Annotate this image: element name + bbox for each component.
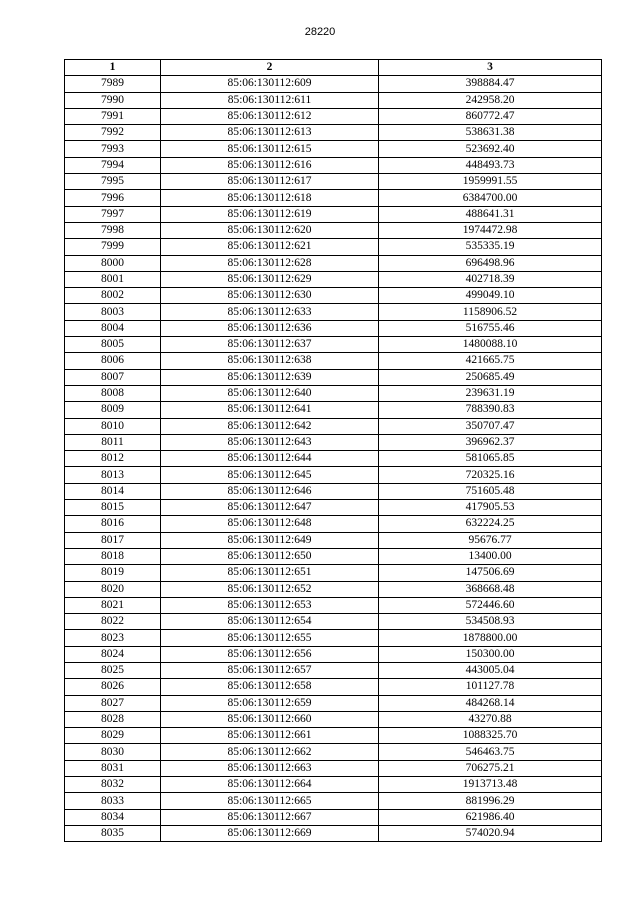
- table-row: [65, 434, 602, 450]
- value-cell: 421665.75: [379, 353, 602, 369]
- value-cell: 417905.53: [379, 500, 602, 516]
- table-row: [65, 646, 602, 662]
- cadastral-number-cell: 85:06:130112:615: [161, 141, 379, 157]
- row-number-cell: 7997: [65, 206, 161, 222]
- table-row: [65, 516, 602, 532]
- row-number-cell: 8006: [65, 353, 161, 369]
- cadastral-number-cell: 85:06:130112:613: [161, 125, 379, 141]
- table-row: [65, 695, 602, 711]
- table-row: [65, 451, 602, 467]
- table-row: [65, 76, 602, 92]
- row-number-cell: 8022: [65, 614, 161, 630]
- value-cell: 860772.47: [379, 108, 602, 124]
- value-cell: 523692.40: [379, 141, 602, 157]
- value-cell: 448493.73: [379, 157, 602, 173]
- table-row: [65, 288, 602, 304]
- table-header: [65, 60, 602, 76]
- row-number-cell: 8018: [65, 548, 161, 564]
- value-cell: 1913713.48: [379, 777, 602, 793]
- cadastral-number-cell: 85:06:130112:620: [161, 222, 379, 238]
- value-cell: 95676.77: [379, 532, 602, 548]
- value-cell: 632224.25: [379, 516, 602, 532]
- table-row: [65, 239, 602, 255]
- value-cell: 1959991.55: [379, 174, 602, 190]
- table-row: [65, 418, 602, 434]
- row-number-cell: 8011: [65, 434, 161, 450]
- table-row: [65, 108, 602, 124]
- row-number-cell: 8032: [65, 777, 161, 793]
- table-row: [65, 630, 602, 646]
- row-number-cell: 8019: [65, 565, 161, 581]
- cadastral-number-cell: 85:06:130112:653: [161, 597, 379, 613]
- row-number-cell: 8028: [65, 711, 161, 727]
- table-row: [65, 206, 602, 222]
- value-cell: 150300.00: [379, 646, 602, 662]
- cadastral-number-cell: 85:06:130112:617: [161, 174, 379, 190]
- table-row: [65, 532, 602, 548]
- cadastral-number-cell: 85:06:130112:655: [161, 630, 379, 646]
- row-number-cell: 8012: [65, 451, 161, 467]
- table-row: [65, 483, 602, 499]
- value-cell: 499049.10: [379, 288, 602, 304]
- cadastral-number-cell: 85:06:130112:630: [161, 288, 379, 304]
- table-row: [65, 597, 602, 613]
- value-cell: 881996.29: [379, 793, 602, 809]
- cadastral-number-cell: 85:06:130112:642: [161, 418, 379, 434]
- cadastral-number-cell: 85:06:130112:664: [161, 777, 379, 793]
- row-number-cell: 7993: [65, 141, 161, 157]
- cadastral-number-cell: 85:06:130112:628: [161, 255, 379, 271]
- row-number-cell: 7990: [65, 92, 161, 108]
- cadastral-number-cell: 85:06:130112:650: [161, 548, 379, 564]
- table-row: [65, 467, 602, 483]
- table-row: [65, 728, 602, 744]
- row-number-cell: 8010: [65, 418, 161, 434]
- table-body: [65, 76, 602, 842]
- table-row: [65, 777, 602, 793]
- cadastral-number-cell: 85:06:130112:638: [161, 353, 379, 369]
- row-number-cell: 8016: [65, 516, 161, 532]
- value-cell: 368668.48: [379, 581, 602, 597]
- value-cell: 43270.88: [379, 711, 602, 727]
- value-cell: 788390.83: [379, 402, 602, 418]
- row-number-cell: 8015: [65, 500, 161, 516]
- value-cell: 350707.47: [379, 418, 602, 434]
- value-cell: 1878800.00: [379, 630, 602, 646]
- value-cell: 751605.48: [379, 483, 602, 499]
- row-number-cell: 8002: [65, 288, 161, 304]
- table-row: [65, 614, 602, 630]
- cadastral-number-cell: 85:06:130112:662: [161, 744, 379, 760]
- value-cell: 534508.93: [379, 614, 602, 630]
- table-row: [65, 825, 602, 841]
- value-cell: 101127.78: [379, 679, 602, 695]
- row-number-cell: 8025: [65, 662, 161, 678]
- row-number-cell: 8026: [65, 679, 161, 695]
- row-number-cell: 8013: [65, 467, 161, 483]
- row-number-cell: 8030: [65, 744, 161, 760]
- row-number-cell: 8014: [65, 483, 161, 499]
- cadastral-number-cell: 85:06:130112:640: [161, 385, 379, 401]
- value-cell: 720325.16: [379, 467, 602, 483]
- row-number-cell: 7999: [65, 239, 161, 255]
- table-row: [65, 255, 602, 271]
- cadastral-number-cell: 85:06:130112:654: [161, 614, 379, 630]
- value-cell: 706275.21: [379, 760, 602, 776]
- row-number-cell: 8005: [65, 337, 161, 353]
- row-number-cell: 7996: [65, 190, 161, 206]
- table-row: [65, 337, 602, 353]
- table-row: [65, 141, 602, 157]
- value-cell: 581065.85: [379, 451, 602, 467]
- row-number-cell: 7992: [65, 125, 161, 141]
- table-row: [65, 809, 602, 825]
- value-cell: 574020.94: [379, 825, 602, 841]
- value-cell: 535335.19: [379, 239, 602, 255]
- value-cell: 402718.39: [379, 271, 602, 287]
- row-number-cell: 8008: [65, 385, 161, 401]
- cadastral-number-cell: 85:06:130112:629: [161, 271, 379, 287]
- cadastral-number-cell: 85:06:130112:637: [161, 337, 379, 353]
- row-number-cell: 8035: [65, 825, 161, 841]
- cadastral-number-cell: 85:06:130112:645: [161, 467, 379, 483]
- row-number-cell: 8021: [65, 597, 161, 613]
- table-row: [65, 581, 602, 597]
- row-number-cell: 7994: [65, 157, 161, 173]
- row-number-cell: 8000: [65, 255, 161, 271]
- table-row: [65, 125, 602, 141]
- value-cell: 1974472.98: [379, 222, 602, 238]
- row-number-cell: 8020: [65, 581, 161, 597]
- cadastral-number-cell: 85:06:130112:646: [161, 483, 379, 499]
- cadastral-number-cell: 85:06:130112:636: [161, 320, 379, 336]
- column-header-1: 1: [65, 60, 161, 76]
- value-cell: 443005.04: [379, 662, 602, 678]
- cadastral-number-cell: 85:06:130112:669: [161, 825, 379, 841]
- row-number-cell: 8004: [65, 320, 161, 336]
- row-number-cell: 8003: [65, 304, 161, 320]
- table-row: [65, 157, 602, 173]
- row-number-cell: 8027: [65, 695, 161, 711]
- table-row: [65, 744, 602, 760]
- table-row: [65, 222, 602, 238]
- value-cell: 239631.19: [379, 385, 602, 401]
- table-row: [65, 353, 602, 369]
- value-cell: 1088325.70: [379, 728, 602, 744]
- table-row: [65, 565, 602, 581]
- data-table: [64, 59, 602, 842]
- page-number: 28220: [304, 26, 336, 38]
- row-number-cell: 7991: [65, 108, 161, 124]
- table-row: [65, 662, 602, 678]
- row-number-cell: 7998: [65, 222, 161, 238]
- cadastral-number-cell: 85:06:130112:609: [161, 76, 379, 92]
- row-number-cell: 8031: [65, 760, 161, 776]
- value-cell: 621986.40: [379, 809, 602, 825]
- value-cell: 572446.60: [379, 597, 602, 613]
- column-header-3: 3: [379, 60, 602, 76]
- cadastral-number-cell: 85:06:130112:633: [161, 304, 379, 320]
- value-cell: 396962.37: [379, 434, 602, 450]
- value-cell: 242958.20: [379, 92, 602, 108]
- cadastral-number-cell: 85:06:130112:660: [161, 711, 379, 727]
- table-row: [65, 500, 602, 516]
- table-row: [65, 548, 602, 564]
- cadastral-number-cell: 85:06:130112:659: [161, 695, 379, 711]
- cadastral-number-cell: 85:06:130112:611: [161, 92, 379, 108]
- table-row: [65, 760, 602, 776]
- row-number-cell: 8033: [65, 793, 161, 809]
- value-cell: 696498.96: [379, 255, 602, 271]
- row-number-cell: 8024: [65, 646, 161, 662]
- row-number-cell: 8023: [65, 630, 161, 646]
- row-number-cell: 8009: [65, 402, 161, 418]
- table-row: [65, 304, 602, 320]
- value-cell: 1480088.10: [379, 337, 602, 353]
- cadastral-number-cell: 85:06:130112:612: [161, 108, 379, 124]
- cadastral-number-cell: 85:06:130112:619: [161, 206, 379, 222]
- row-number-cell: 8017: [65, 532, 161, 548]
- cadastral-number-cell: 85:06:130112:651: [161, 565, 379, 581]
- value-cell: 484268.14: [379, 695, 602, 711]
- table-row: [65, 369, 602, 385]
- value-cell: 516755.46: [379, 320, 602, 336]
- cadastral-number-cell: 85:06:130112:616: [161, 157, 379, 173]
- cadastral-number-cell: 85:06:130112:647: [161, 500, 379, 516]
- cadastral-number-cell: 85:06:130112:652: [161, 581, 379, 597]
- cadastral-number-cell: 85:06:130112:641: [161, 402, 379, 418]
- row-number-cell: 8034: [65, 809, 161, 825]
- cadastral-number-cell: 85:06:130112:621: [161, 239, 379, 255]
- row-number-cell: 8001: [65, 271, 161, 287]
- cadastral-number-cell: 85:06:130112:656: [161, 646, 379, 662]
- value-cell: 147506.69: [379, 565, 602, 581]
- row-number-cell: 8029: [65, 728, 161, 744]
- value-cell: 538631.38: [379, 125, 602, 141]
- row-number-cell: 7995: [65, 174, 161, 190]
- table-row: [65, 793, 602, 809]
- value-cell: 546463.75: [379, 744, 602, 760]
- table-row: [65, 679, 602, 695]
- cadastral-number-cell: 85:06:130112:649: [161, 532, 379, 548]
- table-row: [65, 190, 602, 206]
- cadastral-number-cell: 85:06:130112:639: [161, 369, 379, 385]
- header-row: [65, 60, 602, 76]
- table-row: [65, 271, 602, 287]
- cadastral-number-cell: 85:06:130112:661: [161, 728, 379, 744]
- table-row: [65, 320, 602, 336]
- table-row: [65, 402, 602, 418]
- cadastral-number-cell: 85:06:130112:643: [161, 434, 379, 450]
- table-row: [65, 711, 602, 727]
- value-cell: 398884.47: [379, 76, 602, 92]
- row-number-cell: 7989: [65, 76, 161, 92]
- value-cell: 6384700.00: [379, 190, 602, 206]
- row-number-cell: 8007: [65, 369, 161, 385]
- table-row: [65, 92, 602, 108]
- value-cell: 488641.31: [379, 206, 602, 222]
- value-cell: 1158906.52: [379, 304, 602, 320]
- value-cell: 250685.49: [379, 369, 602, 385]
- cadastral-number-cell: 85:06:130112:665: [161, 793, 379, 809]
- cadastral-number-cell: 85:06:130112:644: [161, 451, 379, 467]
- cadastral-number-cell: 85:06:130112:658: [161, 679, 379, 695]
- cadastral-number-cell: 85:06:130112:667: [161, 809, 379, 825]
- cadastral-number-cell: 85:06:130112:657: [161, 662, 379, 678]
- cadastral-number-cell: 85:06:130112:648: [161, 516, 379, 532]
- table-row: [65, 385, 602, 401]
- cadastral-number-cell: 85:06:130112:618: [161, 190, 379, 206]
- table-row: [65, 174, 602, 190]
- value-cell: 13400.00: [379, 548, 602, 564]
- cadastral-number-cell: 85:06:130112:663: [161, 760, 379, 776]
- column-header-2: 2: [161, 60, 379, 76]
